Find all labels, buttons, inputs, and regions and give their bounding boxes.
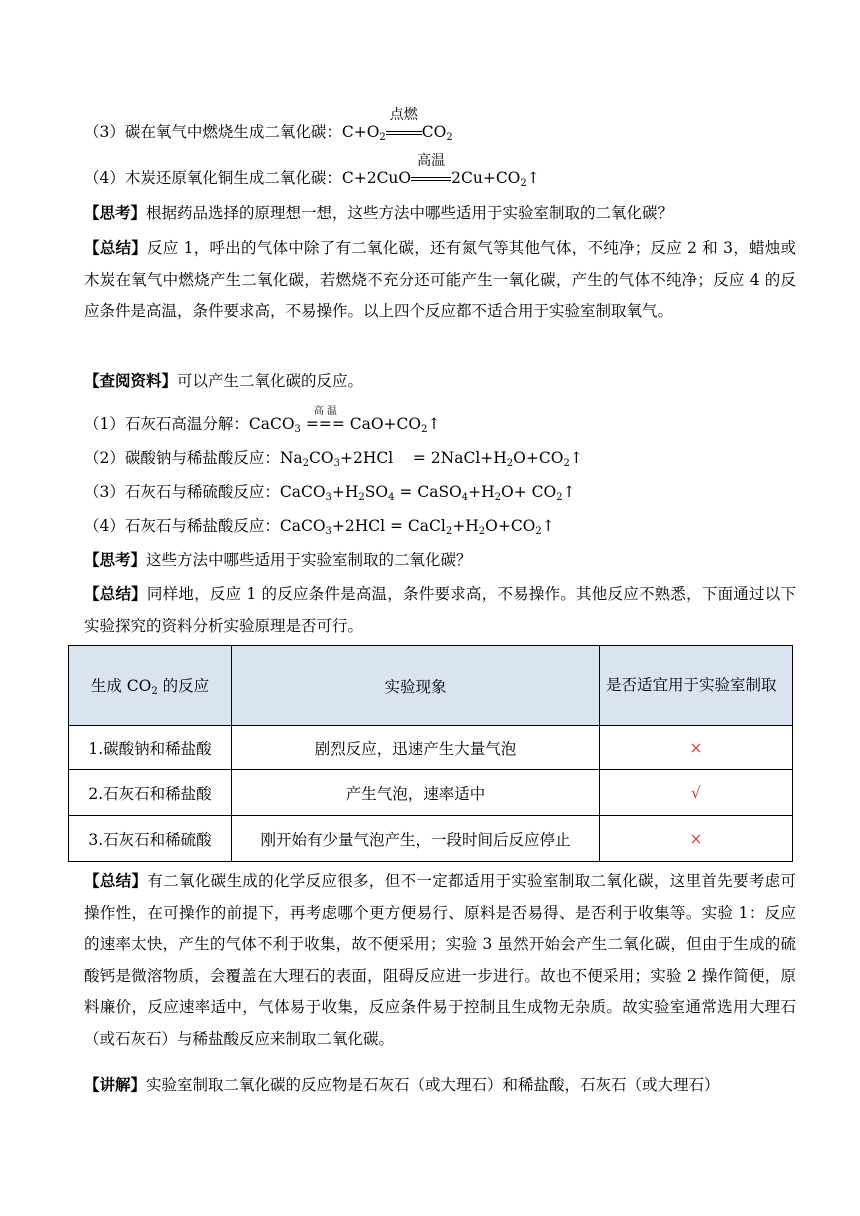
cell-phenomenon: 产生气泡，速率适中 <box>232 770 600 816</box>
summary-1: 【总结】反应 1，呼出的气体中除了有二氧化碳，还有氮气等其他气体，不纯净；反应 2 和 3，蜡烛或木炭在氧气中燃烧产生二氧化碳，若燃烧不充分还可能产生一氧化碳，产生的气体不纯净；反应 4 的反应条件是高温，条件要求高，不易操作。以上四个反应都不适合用于实验室制取氧气。 <box>84 238 796 320</box>
cross-mark: × <box>600 726 793 770</box>
header-reaction: 生成 $CO_2$ 的反应 <box>69 646 232 726</box>
explanation: 【讲解】实验室制取二氧化碳的反应物是石灰石（或大理石）和稀盐酸，石灰石（或大理石） <box>84 1075 720 1094</box>
condition-equals: 高 温 === <box>306 412 345 437</box>
summary-2: 【总结】同样地，反应 1 的反应条件是高温，条件要求高，不易操作。其他反应不熟悉，下面通过以下实验探究的资料分析实验原理是否可行。 <box>84 584 796 635</box>
table-row <box>69 816 793 862</box>
table-row <box>69 726 793 770</box>
cell-reaction: 3.石灰石和稀硫酸 <box>69 816 232 862</box>
cell-phenomenon: 刚开始有少量气泡产生，一段时间后反应停止 <box>232 816 600 862</box>
condition-label: 高温 <box>417 153 446 169</box>
cell-phenomenon: 剧烈反应，迅速产生大量气泡 <box>232 726 600 770</box>
cell-reaction: 1.碳酸钠和稀盐酸 <box>69 726 232 770</box>
reaction-table <box>68 645 793 862</box>
think-2: 【思考】这些方法中哪些适用于实验室制取的二氧化碳？ <box>84 550 472 569</box>
lookup-heading: 【查阅资料】可以产生二氧化碳的反应。 <box>84 371 364 390</box>
check-mark: √ <box>600 770 793 816</box>
table-header-row <box>69 646 793 726</box>
reaction-3-line: （3）碳在氧气中燃烧生成二氧化碳：$C+O_2$ 点燃 $CO_2$ <box>84 120 796 150</box>
header-phenomenon: 实验现象 <box>232 646 600 726</box>
condition-equals <box>386 107 422 145</box>
table-row <box>69 770 793 816</box>
condition-equals <box>411 153 451 191</box>
cross-mark: × <box>600 816 793 862</box>
condition-label: 高 温 <box>313 406 337 417</box>
header-suitable: 是否适宜用于实验室制取 <box>600 646 793 726</box>
summary-3: 【总结】有二氧化碳生成的化学反应很多，但不一定都适用于实验室制取二氧化碳，这里首先要考虑可操作性，在可操作的前提下，再考虑哪个更方便易行、原料是否易得、是否利于收集等。实验 1：反应的速率太快，产生的气体不利于收集，故不便采用；实验 3 虽然开始会产生二氧化碳，但由于生成的硫酸钙是微溶物质，会覆盖在大理石的表面，阻碍反应进一步进行。故也不便采用；实验 2 操作简便，原料廉价，反应速率适中，气体易于收集，反应条件易于控制且生成物无杂质。故实验室通常选用大理石（或石灰石）与稀盐酸反应来制取二氧化碳。 <box>84 871 796 1048</box>
method-1-line: （1）石灰石高温分解：CaCO$_3$ 高 温 === $CaO+CO_2↑$ <box>84 412 796 442</box>
reaction-4-line: （4）木炭还原氧化铜生成二氧化碳：C+2CuO 高温 $2Cu+CO_2↑$ <box>84 166 796 196</box>
method-3-line: （3）石灰石与稀硫酸反应：$CaCO_3+H_2SO_4$ = $CaSO_4+H_2O+$ $CO_2↑$ <box>84 483 576 503</box>
method-4-line: （4）石灰石与稀盐酸反应：CaCO$_3$+2HCl = $CaCl_2+H_2O+CO_2↑$ <box>84 517 555 537</box>
method-2-line: （2）碳酸钠与稀盐酸反应：$Na_2CO_3+2HCl$ = $2NaCl+H_2O+CO_2↑$ <box>84 449 583 469</box>
think-1: 【思考】根据药品选择的原理想一想，这些方法中哪些适用于实验室制取的二氧化碳？ <box>84 203 674 222</box>
condition-label: 点燃 <box>389 107 418 123</box>
cell-reaction: 2.石灰石和稀盐酸 <box>69 770 232 816</box>
